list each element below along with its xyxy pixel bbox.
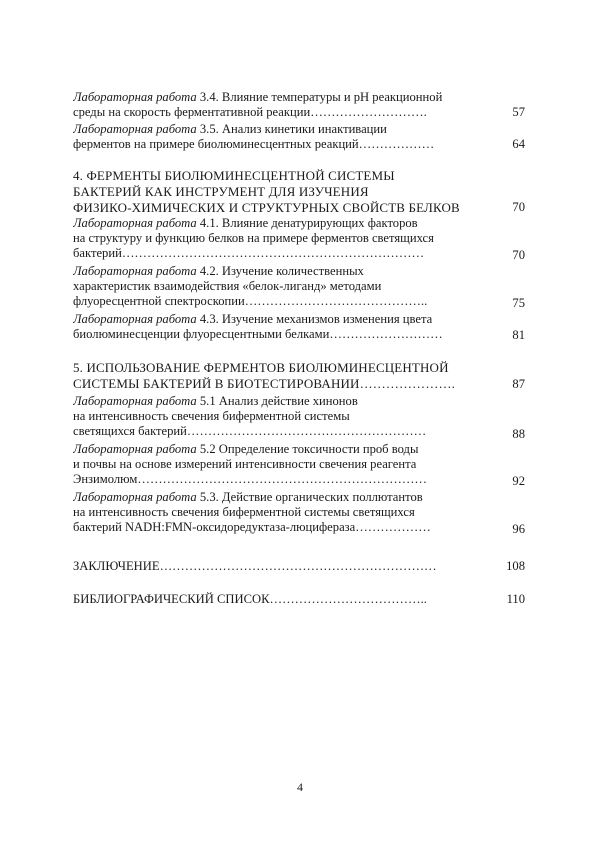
toc-entry-text: 4.2. Изучение количественных bbox=[196, 264, 364, 278]
toc-lab-entry bbox=[73, 312, 503, 342]
lab-work-label: Лабораторная работа bbox=[73, 394, 197, 408]
toc-page-number: 70 bbox=[512, 200, 525, 214]
toc-entry-text: бактерий……………………………………………………………… bbox=[73, 246, 425, 260]
toc-entry-line bbox=[73, 312, 503, 327]
toc-entry bbox=[73, 559, 503, 574]
toc-page-number: 108 bbox=[506, 559, 525, 573]
toc-entry-line bbox=[73, 442, 503, 457]
toc-page-number: 81 bbox=[512, 328, 525, 342]
toc-entry-line bbox=[73, 424, 503, 439]
toc-lab-entry bbox=[73, 490, 503, 535]
toc-entry-line bbox=[73, 409, 503, 424]
lab-work-label: Лабораторная работа bbox=[73, 264, 197, 278]
toc-entry-line bbox=[73, 168, 503, 184]
toc-entry-line bbox=[73, 184, 503, 200]
toc-entry-text: ферментов на примере биолюминесцентных реакций……………… bbox=[73, 137, 435, 151]
toc-page-number: 57 bbox=[512, 105, 525, 119]
toc-entry-line bbox=[73, 592, 503, 607]
toc-page-number: 64 bbox=[512, 137, 525, 151]
toc-entry-text: 4. ФЕРМЕНТЫ БИОЛЮМИНЕСЦЕНТНОЙ СИСТЕМЫ bbox=[73, 168, 395, 183]
toc-entry-line bbox=[73, 490, 503, 505]
toc-entry-text: БИБЛИОГРАФИЧЕСКИЙ СПИСОК……………………………….. bbox=[73, 592, 427, 606]
toc-entry-text: на структуру и функцию белков на примере ферментов светящихся bbox=[73, 231, 434, 245]
toc-entry-line bbox=[73, 360, 503, 376]
toc-lab-entry bbox=[73, 442, 503, 487]
toc-entry-text: БАКТЕРИЙ КАК ИНСТРУМЕНТ ДЛЯ ИЗУЧЕНИЯ bbox=[73, 184, 369, 199]
toc-entry-line bbox=[73, 505, 503, 520]
toc-entry-line bbox=[73, 294, 503, 309]
toc-page-number: 87 bbox=[512, 377, 525, 391]
toc-entry-line bbox=[73, 105, 503, 120]
lab-work-label: Лабораторная работа bbox=[73, 216, 197, 230]
toc-entry-line bbox=[73, 457, 503, 472]
toc-entry-line bbox=[73, 472, 503, 487]
toc-entry-text: 5.1 Анализ действие хинонов bbox=[196, 394, 358, 408]
lab-work-label: Лабораторная работа bbox=[73, 442, 197, 456]
toc-entry-line bbox=[73, 216, 503, 231]
toc-page-number: 75 bbox=[512, 296, 525, 310]
toc-lab-entry bbox=[73, 264, 503, 309]
toc-lab-entry bbox=[73, 90, 503, 120]
toc-entry-text: 4.1. Влияние денатурирующих факторов bbox=[196, 216, 418, 230]
toc-entry-line bbox=[73, 231, 503, 246]
toc-entry-text: Энзимолюм…………………………………………………………… bbox=[73, 472, 428, 486]
toc-entry-text: на интенсивность свечения биферментной системы светящихся bbox=[73, 505, 415, 519]
toc-chapter-entry bbox=[73, 360, 503, 392]
toc-entry-text: биолюминесценции флуоресцентными белками……………………… bbox=[73, 327, 443, 341]
toc-entry-text: ЗАКЛЮЧЕНИЕ………………………………………………………… bbox=[73, 559, 437, 573]
toc-entry-text: и почвы на основе измерений интенсивности свечения реагента bbox=[73, 457, 417, 471]
lab-work-label: Лабораторная работа bbox=[73, 122, 197, 136]
toc-entry-line bbox=[73, 137, 503, 152]
toc-entry-line bbox=[73, 394, 503, 409]
lab-work-label: Лабораторная работа bbox=[73, 90, 197, 104]
toc-entry-text: на интенсивность свечения биферментной системы bbox=[73, 409, 350, 423]
toc-entry-text: 5.3. Действие органических поллютантов bbox=[196, 490, 423, 504]
toc-entry-text: СИСТЕМЫ БАКТЕРИЙ В БИОТЕСТИРОВАНИИ…………………. bbox=[73, 376, 456, 391]
toc-entry-text: 3.4. Влияние температуры и pH реакционной bbox=[196, 90, 443, 104]
toc-entry-text: ФИЗИКО-ХИМИЧЕСКИХ И СТРУКТУРНЫХ СВОЙСТВ БЕЛКОВ bbox=[73, 200, 460, 215]
toc-entry-text: 5.2 Определение токсичности проб воды bbox=[196, 442, 419, 456]
toc-entry-text: среды на скорость ферментативной реакции………………………. bbox=[73, 105, 427, 119]
toc-entry-text: 3.5. Анализ кинетики инактивации bbox=[196, 122, 387, 136]
toc-entry-line bbox=[73, 279, 503, 294]
toc-entry-line bbox=[73, 90, 503, 105]
toc-entry-line bbox=[73, 327, 503, 342]
toc-lab-entry bbox=[73, 394, 503, 439]
lab-work-label: Лабораторная работа bbox=[73, 312, 197, 326]
toc-chapter-entry bbox=[73, 168, 503, 216]
toc-entry-line bbox=[73, 559, 503, 574]
toc-entry bbox=[73, 592, 503, 607]
toc-entry-line bbox=[73, 122, 503, 137]
toc-entry-line bbox=[73, 200, 503, 216]
toc-lab-entry bbox=[73, 122, 503, 152]
toc-entry-text: бактерий NADH:FMN-оксидоредуктаза-люцифераза……………… bbox=[73, 520, 431, 534]
page-number: 4 bbox=[297, 780, 303, 794]
toc-entry-text: флуоресцентной спектроскопии…………………………………….. bbox=[73, 294, 428, 308]
toc-entry-line bbox=[73, 520, 503, 535]
toc-entry-line bbox=[73, 246, 503, 261]
toc-page-number: 88 bbox=[512, 427, 525, 441]
toc-entry-text: светящихся бактерий………………………………………………… bbox=[73, 424, 427, 438]
toc-page-number: 110 bbox=[506, 592, 525, 606]
toc-entry-text: характеристик взаимодействия «белок-лиганд» методами bbox=[73, 279, 382, 293]
toc-page-number: 92 bbox=[512, 474, 525, 488]
toc-entry-text: 5. ИСПОЛЬЗОВАНИЕ ФЕРМЕНТОВ БИОЛЮМИНЕСЦЕНТНОЙ bbox=[73, 360, 449, 375]
toc-page-number: 70 bbox=[512, 248, 525, 262]
toc-entry-text: 4.3. Изучение механизмов изменения цвета bbox=[196, 312, 433, 326]
toc-lab-entry bbox=[73, 216, 503, 261]
toc-page-number: 96 bbox=[512, 522, 525, 536]
lab-work-label: Лабораторная работа bbox=[73, 490, 197, 504]
toc-entry-line bbox=[73, 376, 503, 392]
toc-entry-line bbox=[73, 264, 503, 279]
